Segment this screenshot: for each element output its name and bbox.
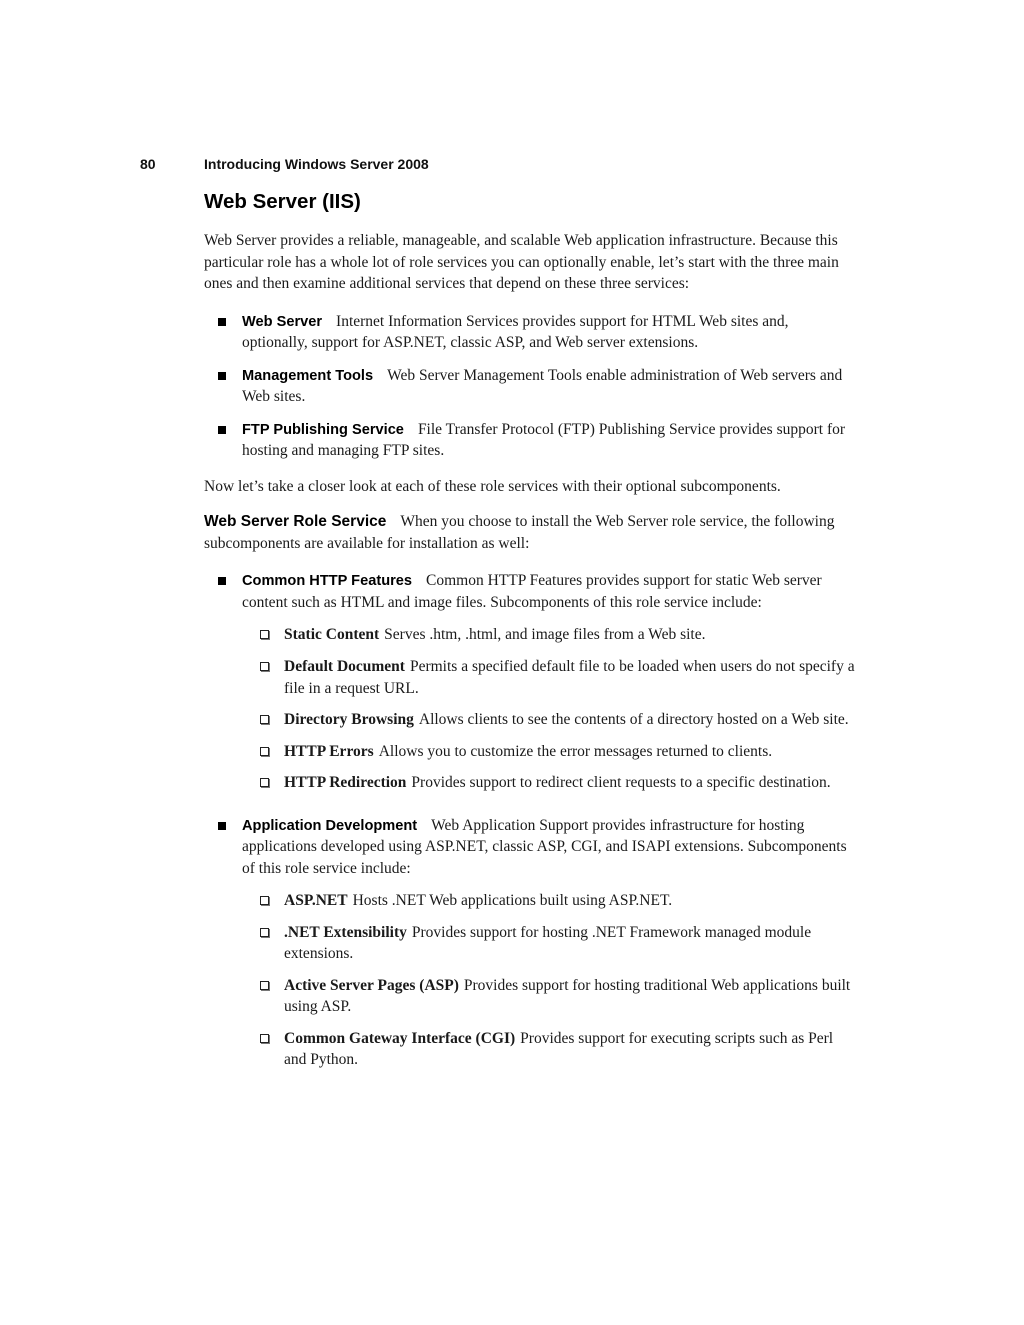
sub-bullet-text: Allows you to customize the error messages returned to clients. [378,742,773,760]
bullet-label: Management Tools [242,367,374,384]
sub-bullet-label: Default Document [284,658,405,676]
sub-list-item [242,656,856,699]
hollow-square-bullet-icon [260,1028,284,1071]
hollow-square-bullet-icon [260,890,284,912]
sub-bullet-text: Provides support for hosting .NET Framework managed module extensions. [284,923,812,963]
bullet-text: Web Server Management Tools enable administration of Web servers and Web sites. [242,366,843,406]
sub-bullet-label: HTTP Redirection [284,774,407,792]
hollow-square-bullet-icon [260,772,284,794]
bullet-label: Web Server [242,313,323,330]
square-bullet-icon [218,419,242,462]
sub-bullet-text: Hosts .NET Web applications built using ASP.NET. [352,892,673,910]
sub-bullet-text: Provides support to redirect client requests to a specific destination. [411,774,831,792]
sub-bullet-label: HTTP Errors [284,742,374,760]
list-item [204,815,856,1081]
sub-bullet-body [284,772,856,794]
hollow-square-bullet-icon [260,975,284,1018]
run-in-text: When you choose to install the Web Server role service, the following subcomponents are available for installation as well: [204,513,835,552]
page-number: 80 [140,156,156,172]
running-header: Introducing Windows Server 2008 [204,156,429,172]
list-item [204,365,856,408]
list-item [204,419,856,462]
hollow-square-bullet-icon [260,922,284,965]
hollow-square-bullet-icon [260,709,284,731]
list-item [204,311,856,354]
page-content [204,190,856,1081]
sub-bullet-label: Common Gateway Interface (CGI) [284,1029,516,1047]
bullet-label: FTP Publishing Service [242,421,404,438]
sub-bullet-body [284,656,856,699]
sub-bullet-label: Directory Browsing [284,711,414,729]
bullet-text: Common HTTP Features provides support for static Web server content such as HTML and image files. Subcomponents of this role service include: [242,572,822,611]
sub-bullet-text: Provides support for executing scripts such as Perl and Python. [284,1029,834,1069]
section-heading: Web Server (IIS) [204,190,361,214]
sub-bullet-list [242,890,856,1071]
sub-bullet-body [284,624,856,646]
sub-bullet-list [242,624,856,793]
sub-bullet-label: Static Content [284,626,380,644]
bullet-text: Web Application Support provides infrastructure for hosting applications developed using ASP.NET, classic ASP, CGI, and ISAPI extensions. Subcomponents of this role service include: [242,816,847,877]
sub-bullet-body [284,890,856,912]
square-bullet-icon [218,815,242,1081]
hollow-square-bullet-icon [260,624,284,646]
sub-bullet-label: ASP.NET [284,892,348,910]
main-bullet-list [204,311,856,462]
bullet-body [242,419,856,462]
hollow-square-bullet-icon [260,656,284,699]
sub-list-item [242,772,856,794]
intro-paragraph: Web Server provides a reliable, manageable, and scalable Web application infrastructure. Because this particular role has a whole lot of role services you can optionally enable, let’s start with the three main ones and then examine additional services that depend on these three services: [204,232,839,293]
bullet-body [242,815,856,1081]
bullet-body [242,311,856,354]
square-bullet-icon [218,311,242,354]
sub-list-item [242,741,856,763]
bullet-text: Internet Information Services provides support for HTML Web sites and, optionally, support for ASP.NET, classic ASP, and Web server extensions. [242,312,789,352]
bullet-body [242,570,856,803]
sub-bullet-body [284,709,856,731]
sub-bullet-body [284,741,856,763]
sub-bullet-body [284,922,856,965]
sub-bullet-body [284,1028,856,1071]
sub-list-item [242,709,856,731]
hollow-square-bullet-icon [260,741,284,763]
transition-paragraph: Now let’s take a closer look at each of these role services with their optional subcomponents. [204,477,781,495]
sub-bullet-text: Serves .htm, .html, and image files from a Web site. [384,626,706,644]
sub-list-item [242,975,856,1018]
sub-bullet-text: Permits a specified default file to be loaded when users do not specify a file in a request URL. [284,658,855,697]
sub-bullet-label: Active Server Pages (ASP) [284,976,459,994]
sub-bullet-text: Allows clients to see the contents of a directory hosted on a Web site. [418,711,849,729]
bullet-label: Application Development [242,817,418,834]
role-service-paragraph [204,511,856,554]
sub-list-item [242,624,856,646]
square-bullet-icon [218,570,242,803]
run-in-heading: Web Server Role Service [204,513,387,531]
sub-bullet-text: Provides support for hosting traditional Web applications built using ASP. [284,976,851,1016]
list-item [204,570,856,803]
sub-bullet-label: .NET Extensibility [284,923,407,941]
sub-bullet-body [284,975,856,1018]
page-header [140,155,856,174]
bullet-label: Common HTTP Features [242,573,413,590]
bullet-text: File Transfer Protocol (FTP) Publishing Service provides support for hosting and managing FTP sites. [242,420,846,460]
sub-list-item [242,890,856,912]
sub-list-item [242,1028,856,1071]
bullet-body [242,365,856,408]
feature-bullet-list [204,570,856,1081]
sub-list-item [242,922,856,965]
square-bullet-icon [218,365,242,408]
